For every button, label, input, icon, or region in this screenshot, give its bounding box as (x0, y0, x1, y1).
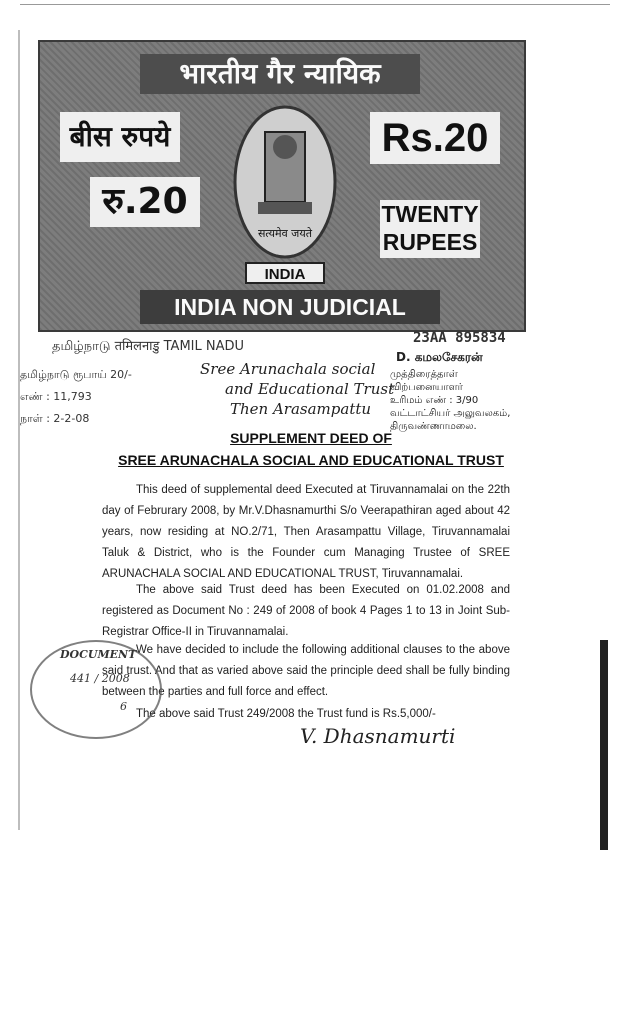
ledger-line: எண் : 11,793 (20, 390, 92, 403)
ashoka-emblem-icon (230, 102, 340, 262)
vendor-name: D. கமலசேகரன் (396, 350, 483, 364)
deed-title-line-2: SREE ARUNACHALA SOCIAL AND EDUCATIONAL TRUST (118, 452, 504, 468)
vendor-details (390, 368, 520, 433)
paragraph-2 (102, 580, 510, 643)
emblem-motto: सत्यमेव जयते (257, 227, 313, 240)
vendor-line: உரிமம் எண் : 3/90 (390, 395, 479, 406)
ledger-line: நாள் : 2-2-08 (20, 412, 90, 425)
stamp-twenty: TWENTY (381, 201, 479, 227)
stamp-hindi-value: बीस रुपये (60, 112, 180, 162)
seal-line-3: 6 (120, 700, 127, 713)
paragraph-3-text: We have decided to include the following additional clauses to the above said trust. And that as varied above said the principle deed shall be fully binding between the parties and full force and effect. (102, 644, 510, 698)
stamp-rs-value: Rs.20 (370, 112, 500, 164)
stamp-hindi-header: भारतीय गैर न्यायिक (140, 54, 420, 94)
state-name: தமிழ்நாடு तमिलनाडु TAMIL NADU (52, 339, 245, 354)
stamp-paper (38, 40, 526, 332)
ledger-line: தமிழ்நாடு ரூபாய் 20/- (20, 368, 132, 381)
deed-title-line-1: SUPPLEMENT DEED OF (230, 430, 392, 446)
seal-line-1: DOCUMENT (60, 648, 137, 661)
ledger-entries (20, 364, 132, 430)
paragraph-1 (102, 480, 510, 585)
handwritten-trust-line-2: and Educational Trust (225, 380, 395, 398)
scan-border (20, 4, 610, 5)
serial-number: 23AA 895834 (413, 330, 506, 346)
paragraph-3 (102, 640, 510, 703)
handwritten-trust-line-3: Then Arasampattu (230, 400, 372, 418)
signature: V. Dhasnamurti (300, 724, 456, 748)
stamp-non-judicial: INDIA NON JUDICIAL (140, 290, 440, 324)
stamp-rupee-value: रु.20 (90, 177, 200, 227)
handwritten-trust-line-1: Sree Arunachala social (200, 360, 376, 378)
vendor-line: வட்டாட்சியர் அலுவலகம், (390, 408, 511, 419)
seal-line-2: 441 / 2008 (70, 672, 130, 685)
stamp-rupees: RUPEES (382, 229, 478, 255)
scan-shadow (600, 640, 608, 850)
stamp-twenty-rupees (380, 200, 480, 258)
paragraph-4-text: The above said Trust 249/2008 the Trust fund is Rs.5,000/- (136, 708, 436, 720)
vendor-line: திருவண்ணாமலை. (390, 421, 477, 432)
paragraph-2-text: The above said Trust deed has been Executed on 01.02.2008 and registered as Document No : 249 of 2008 of book 4 Pages 1 to 13 in Joint Sub-Registrar Office-II in Tiruvannamalai. (102, 584, 510, 638)
stamp-india: INDIA (245, 262, 325, 284)
vendor-line: முத்திரைத்தாள் விற்பனையாளர் (390, 369, 463, 393)
paragraph-4 (102, 704, 510, 725)
paragraph-1-text: This deed of supplemental deed Executed at Tiruvannamalai on the 22th day of Februrary 2008, by Mr.V.Dhasnamurthi S/o Veerapathiran aged about 42 years, now residing at NO.2/71, Then Arasampattu Village, Tiruvannamalai Taluk & District, who is the Founder cum Managing Trustee of SREE ARUNACHALA SOCIAL AND EDUCATIONAL TRUST, Tiruvannamalai. (102, 484, 510, 580)
